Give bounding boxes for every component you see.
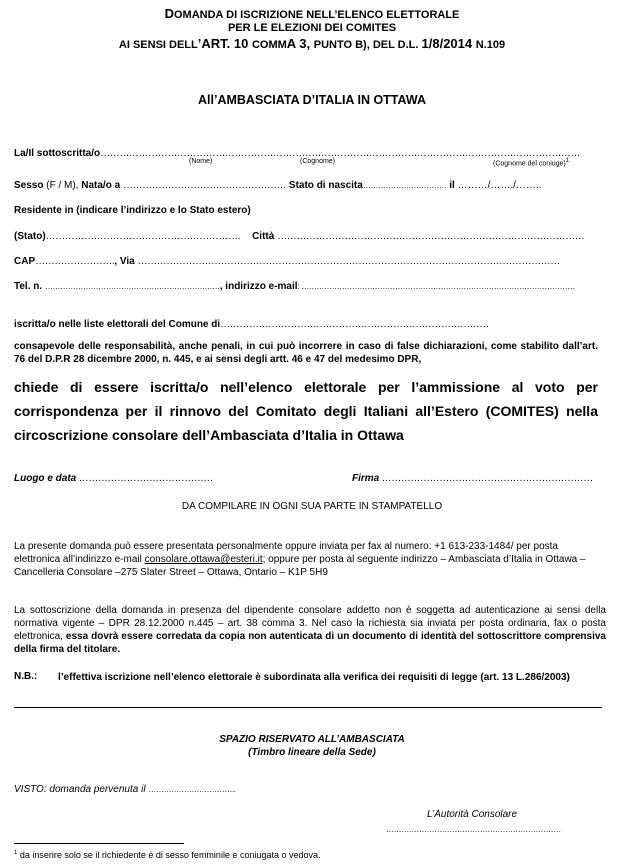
stato-field[interactable]: …………………………………………………….: [45, 231, 241, 242]
header-line-1: DOMANDA DI ISCRIZIONE NELL’ELENCO ELETTORALE: [164, 6, 460, 21]
header-line-3: AI SENSI DELL’ART. 10 COMMA 3, PUNTO B), DEL D.L. 1/8/2014 N.109: [118, 36, 506, 51]
nome-caption: (Nome): [189, 158, 213, 165]
stampatello-note: DA COMPILARE IN OGNI SUA PARTE IN STAMPATELLO: [181, 501, 443, 512]
row-cap-via: CAP……………………., Via ……………………………………………………………………………………………………………………: [14, 256, 560, 267]
header-line-2: PER LE ELEZIONI DEI COMITES: [227, 22, 397, 34]
visto-date-field[interactable]: ……………………………..: [148, 785, 236, 794]
firma-field[interactable]: …………………………………………………………: [379, 473, 593, 484]
consapevole-paragraph: consapevole delle responsabilità, anche penali, in cui può incorrere in caso di false dichiarazioni, come stabilito dall’art. 76 del D.P.R 28 dicembre 2000, n. 445, e ai sensi degli artt. 46 e 47 del medesimo DPR,: [14, 341, 598, 365]
consolare-email-link[interactable]: consolare.ottawa@esteri.it: [144, 554, 263, 565]
reserved-subtitle: (Timbro lineare della Sede): [248, 747, 376, 758]
cognome-caption: (Cognome): [300, 158, 336, 165]
cap-field[interactable]: …………………….: [35, 256, 115, 267]
sottoscritto-field[interactable]: ……………………………………………………………………………………………………………………………………: [100, 148, 581, 159]
chiede-paragraph: chiede di essere iscritta/o nell’elenco elettorale per l’ammissione al voto per corrispondenza per il rinnovo del Comitato degli Italiani all’Estero (COMITES) nella circoscrizione consolare dell’Ambasciata d’Italia in Ottawa: [14, 379, 598, 443]
row-comune: iscritta/o nelle liste elettorali del Comune di…………………………………………………………………………: [14, 319, 489, 330]
info-paragraph-2: La sottoscrizione della domanda in presenza del dipendente consolare addetto non è soggetta ad autenticazione ai sensi della normativa vigente – DPR 28.12.2000 n.445 – art. 38 comma 3. Nel caso la richiesta sia inviata per posta ordinaria, fax o posta elettronica, essa dovrà essere corredata da copia non autenticata di un documento di identità del sottoscrittore comprensiva della firma del titolare.: [14, 605, 606, 655]
autorita-signature-field[interactable]: ……………………………………………………………: [386, 825, 561, 834]
section-divider: [14, 707, 602, 708]
citta-field[interactable]: ……………………………………………………………………………………: [277, 231, 585, 242]
page-title: All’AMBASCIATA D’ITALIA IN OTTAWA: [198, 93, 426, 107]
footnote-rule: [14, 843, 184, 844]
row-tel-email: Tel. n. ……………………………………………………………, indirizzo e-mail: ………………………………………………………………………………………………: [14, 281, 575, 292]
tel-field[interactable]: ……………………………………………………………: [44, 282, 220, 291]
data-nascita-field[interactable]: ………/……./……..: [457, 180, 542, 191]
luogo-data-field[interactable]: ……………………………………: [76, 473, 214, 484]
luogo-data-row: Luogo e data ……………………………………: [14, 473, 214, 484]
row-sottoscritto: La/Il sottoscritta/o……………………………………………………………………………………………………………………………………: [14, 148, 581, 159]
nb-text: l’effettiva iscrizione nell’elenco elettorale è subordinata alla verifica dei requisiti di legge (art. 13 L.286/2003): [58, 672, 570, 683]
row-sesso-nascita: Sesso (F / M), Nata/o a …………………………………………… Stato di nascita…………………………… il ………/……./……..: [14, 180, 542, 191]
visto-row: VISTO: domanda pervenuta il ……………………………..: [14, 784, 236, 795]
autorita-label: L’Autorità Consolare: [427, 809, 518, 820]
residente-label: Residente in (indicare l’indirizzo e lo Stato estero): [14, 205, 251, 216]
comune-field[interactable]: …………………………………………………………………………: [220, 319, 489, 330]
via-field[interactable]: ……………………………………………………………………………………………………………………: [137, 256, 560, 267]
row-stato-citta: (Stato)……………………………………………………. Città ……………………………………………………………………………………: [14, 231, 585, 242]
footnote: $^1$ da inserire solo se il richiedente è di sesso femminile e coniugata o vedova.: [14, 850, 321, 860]
stato-nascita-field[interactable]: ……………………………: [362, 181, 447, 190]
firma-row: Firma …………………………………………………………: [352, 473, 593, 484]
luogo-nascita-field[interactable]: ……………………………………………: [122, 180, 287, 191]
nb-label: N.B.:: [14, 671, 38, 682]
info-paragraph-1: La presente domanda può essere presentata personalmente oppure inviata per fax al numero: +1 613-233-1484/ per posta elettronica all’indirizzo e-mail consolare.ottawa@esteri.it; oppure per posta al seguente indirizzo – Ambasciata d’Italia in Ottawa – Cancelleria Consolare –275 Slater Street – Ottawa, Ontario – K1P 5H9: [14, 541, 586, 578]
email-field[interactable]: : ………………………………………………………………………………………………: [297, 282, 575, 291]
reserved-title: SPAZIO RISERVATO ALL’AMBASCIATA: [219, 734, 405, 745]
coniuge-caption: (Cognome del coniuge)$^1$: [493, 158, 570, 168]
